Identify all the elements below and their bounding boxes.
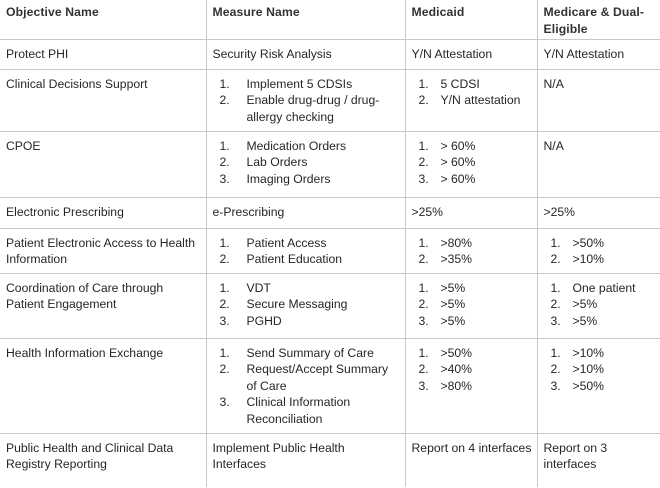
list-number: 2. — [418, 362, 429, 377]
table-row — [0, 197, 660, 228]
medicaid-cell: >25% — [405, 197, 537, 228]
measure-cell — [206, 228, 405, 273]
medicare-cell — [537, 228, 660, 273]
list-number: 1. — [550, 280, 561, 295]
list-item-text: Patient Education — [246, 252, 343, 267]
measure-cell — [206, 69, 405, 131]
list-item-text: Patient Access — [246, 235, 327, 250]
medicaid-cell — [405, 338, 537, 433]
list-item-text: >80% — [440, 235, 473, 250]
medicaid-list — [412, 76, 533, 109]
list-item-text: >5% — [572, 313, 598, 328]
list-item — [412, 296, 533, 313]
list-item — [213, 394, 401, 427]
list-number: 1. — [550, 345, 561, 360]
list-item-text: >10% — [572, 362, 605, 377]
list-item-text: >10% — [572, 252, 605, 267]
medicare-cell: >25% — [537, 197, 660, 228]
medicaid-list — [412, 235, 533, 268]
list-number: 1. — [219, 280, 230, 295]
medicare-list — [544, 345, 656, 395]
measure-list — [213, 345, 401, 428]
list-item — [544, 280, 656, 297]
objective-cell: CPOE — [0, 131, 206, 197]
list-item — [412, 345, 533, 362]
list-item — [412, 138, 533, 155]
list-item-text: > 60% — [440, 138, 476, 153]
medicaid-cell: Y/N Attestation — [405, 39, 537, 69]
list-number: 2. — [219, 93, 230, 108]
list-item-text: Y/N attestation — [440, 93, 521, 108]
medicare-cell: Y/N Attestation — [537, 39, 660, 69]
list-item — [213, 235, 401, 252]
list-number: 3. — [418, 171, 429, 186]
measure-list — [213, 138, 401, 188]
list-number: 1. — [219, 345, 230, 360]
list-item-text: > 60% — [440, 171, 476, 186]
list-item-text: >10% — [572, 345, 605, 360]
medicare-list — [544, 280, 656, 330]
list-number: 3. — [418, 378, 429, 393]
objective-cell: Coordination of Care through Patient Engagement — [0, 273, 206, 338]
list-item-text: VDT — [246, 280, 271, 295]
list-item — [213, 138, 401, 155]
list-item — [213, 251, 401, 268]
list-number: 2. — [219, 362, 230, 377]
list-item — [544, 378, 656, 395]
list-number: 1. — [550, 235, 561, 250]
list-number: 3. — [550, 378, 561, 393]
list-number: 2. — [550, 252, 561, 267]
list-item-text: >5% — [440, 280, 466, 295]
table-row — [0, 39, 660, 69]
measure-list — [213, 76, 401, 126]
list-number: 3. — [219, 171, 230, 186]
medicaid-cell — [405, 273, 537, 338]
list-item — [412, 361, 533, 378]
medicaid-list — [412, 138, 533, 188]
list-number: 2. — [418, 93, 429, 108]
medicare-cell: Report on 3 interfaces — [537, 433, 660, 487]
list-item — [213, 92, 401, 125]
header-medicare-dual-eligible: Medicare & Dual-Eligible — [537, 0, 660, 39]
list-item — [544, 296, 656, 313]
list-number: 3. — [550, 313, 561, 328]
list-number: 2. — [418, 252, 429, 267]
list-number: 3. — [219, 395, 230, 410]
list-item — [544, 345, 656, 362]
measure-list — [213, 280, 401, 330]
list-number: 3. — [219, 313, 230, 328]
header-medicaid: Medicaid — [405, 0, 537, 39]
list-number: 1. — [418, 345, 429, 360]
list-item — [213, 280, 401, 297]
list-item-text: Enable drug-drug / drug-allergy checking — [246, 93, 380, 124]
list-number: 1. — [418, 138, 429, 153]
table-row — [0, 69, 660, 131]
table-row — [0, 338, 660, 433]
list-item — [412, 154, 533, 171]
list-item — [213, 76, 401, 93]
list-item — [412, 235, 533, 252]
list-item-text: >5% — [572, 297, 598, 312]
list-item — [213, 296, 401, 313]
list-item — [412, 313, 533, 330]
objective-cell: Protect PHI — [0, 39, 206, 69]
list-number: 2. — [418, 155, 429, 170]
list-item — [412, 171, 533, 188]
list-item — [213, 345, 401, 362]
objective-cell: Public Health and Clinical Data Registry Reporting — [0, 433, 206, 487]
medicare-cell — [537, 273, 660, 338]
header-objective-name: Objective Name — [0, 0, 206, 39]
measure-cell — [206, 273, 405, 338]
medicaid-list — [412, 345, 533, 395]
medicare-cell: N/A — [537, 131, 660, 197]
objective-cell: Electronic Prescribing — [0, 197, 206, 228]
list-item-text: >40% — [440, 362, 473, 377]
table-row — [0, 433, 660, 487]
list-number: 2. — [219, 155, 230, 170]
list-item — [544, 313, 656, 330]
list-item — [213, 154, 401, 171]
list-item-text: >50% — [572, 378, 605, 393]
list-item — [412, 76, 533, 93]
list-number: 2. — [550, 362, 561, 377]
medicaid-cell — [405, 228, 537, 273]
list-item-text: Implement 5 CDSIs — [246, 76, 353, 91]
table-row — [0, 131, 660, 197]
list-item-text: PGHD — [246, 313, 282, 328]
list-item-text: Secure Messaging — [246, 297, 348, 312]
measure-cell — [206, 338, 405, 433]
list-item — [544, 251, 656, 268]
measure-list — [213, 235, 401, 268]
list-item-text: >80% — [440, 378, 473, 393]
measure-cell: Security Risk Analysis — [206, 39, 405, 69]
list-item-text: Send Summary of Care — [246, 345, 374, 360]
medicare-cell: N/A — [537, 69, 660, 131]
list-item-text: >50% — [440, 345, 473, 360]
list-item-text: One patient — [572, 280, 636, 295]
list-item-text: Medication Orders — [246, 138, 347, 153]
list-item — [544, 235, 656, 252]
measure-cell — [206, 131, 405, 197]
list-item-text: >35% — [440, 252, 473, 267]
list-number: 1. — [418, 235, 429, 250]
list-item — [544, 361, 656, 378]
list-number: 2. — [418, 297, 429, 312]
list-item — [213, 361, 401, 394]
objective-cell: Health Information Exchange — [0, 338, 206, 433]
list-item — [213, 313, 401, 330]
list-item-text: 5 CDSI — [440, 76, 480, 91]
list-item — [412, 280, 533, 297]
list-item-text: > 60% — [440, 155, 476, 170]
list-item — [213, 171, 401, 188]
header-measure-name: Measure Name — [206, 0, 405, 39]
measure-cell: e-Prescribing — [206, 197, 405, 228]
list-item-text: >5% — [440, 313, 466, 328]
list-item — [412, 251, 533, 268]
list-number: 1. — [418, 76, 429, 91]
list-number: 1. — [418, 280, 429, 295]
list-item-text: Request/Accept Summary of Care — [246, 362, 389, 393]
list-item-text: >5% — [440, 297, 466, 312]
medicaid-cell: Report on 4 interfaces — [405, 433, 537, 487]
measure-cell: Implement Public Health Interfaces — [206, 433, 405, 487]
list-number: 1. — [219, 76, 230, 91]
medicare-cell — [537, 338, 660, 433]
list-number: 2. — [219, 297, 230, 312]
medicaid-cell — [405, 131, 537, 197]
table-header-row — [0, 0, 660, 39]
medicare-list — [544, 235, 656, 268]
list-number: 1. — [219, 138, 230, 153]
medicaid-list — [412, 280, 533, 330]
list-number: 3. — [418, 313, 429, 328]
table-row — [0, 228, 660, 273]
list-item-text: Imaging Orders — [246, 171, 331, 186]
objective-cell: Clinical Decisions Support — [0, 69, 206, 131]
table-row — [0, 273, 660, 338]
list-number: 2. — [219, 252, 230, 267]
list-item — [412, 378, 533, 395]
list-item-text: Lab Orders — [246, 155, 308, 170]
medicaid-cell — [405, 69, 537, 131]
objective-cell: Patient Electronic Access to Health Information — [0, 228, 206, 273]
list-item-text: >50% — [572, 235, 605, 250]
list-item — [412, 92, 533, 109]
list-number: 1. — [219, 235, 230, 250]
list-item-text: Clinical Information Reconciliation — [246, 395, 351, 426]
list-number: 2. — [550, 297, 561, 312]
